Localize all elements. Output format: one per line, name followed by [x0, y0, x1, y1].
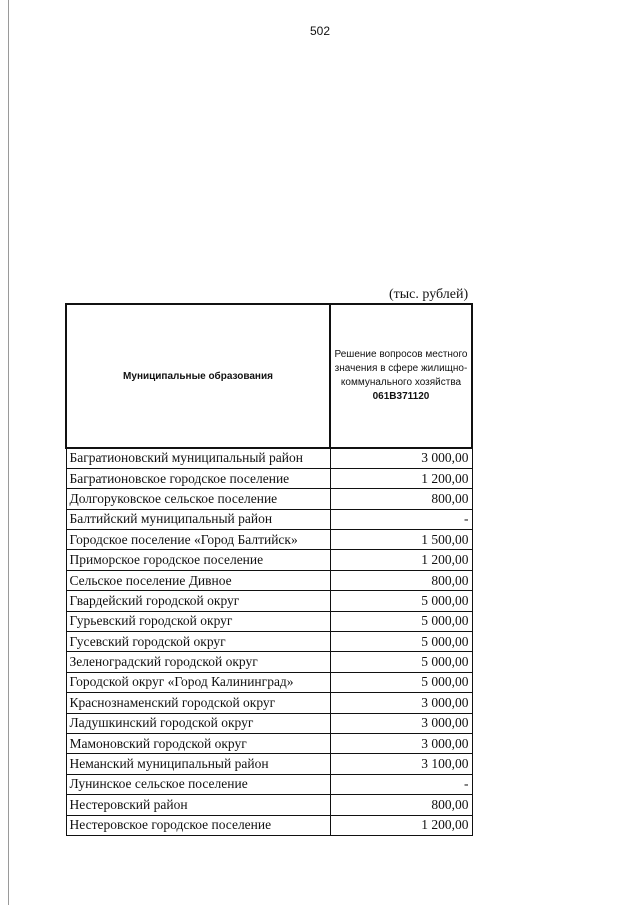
row-name: Нестеровский район [66, 795, 330, 815]
table-row [66, 693, 472, 713]
row-name: Балтийский муниципальный район [66, 509, 330, 529]
left-margin-rule [8, 0, 9, 905]
row-value: 5 000,00 [330, 652, 472, 672]
header-value-line1: Решение вопросов местного [334, 349, 468, 360]
row-value: - [330, 774, 472, 794]
row-value: 3 100,00 [330, 754, 472, 774]
row-value: 3 000,00 [330, 448, 472, 468]
header-name-cell [66, 304, 330, 448]
row-name: Сельское поселение Дивное [66, 570, 330, 590]
row-value: 800,00 [330, 570, 472, 590]
row-name: Багратионовское городское поселение [66, 468, 330, 488]
table-row [66, 591, 472, 611]
header-name: Муниципальные образования [123, 370, 273, 382]
row-name: Багратионовский муниципальный район [66, 448, 330, 468]
row-value: 1 200,00 [330, 468, 472, 488]
table-row [66, 774, 472, 794]
header-value-line3: коммунального хозяйства [340, 377, 462, 388]
row-value: 3 000,00 [330, 713, 472, 733]
row-name: Городской округ «Город Калининград» [66, 672, 330, 692]
table-row [66, 509, 472, 529]
row-name: Мамоновский городской округ [66, 733, 330, 753]
row-name: Приморское городское поселение [66, 550, 330, 570]
unit-note: (тыс. рублей) [389, 287, 469, 302]
table-row [66, 795, 472, 815]
table-row [66, 448, 472, 468]
row-value: 5 000,00 [330, 672, 472, 692]
table-row [66, 550, 472, 570]
row-value: - [330, 509, 472, 529]
table-row [66, 733, 472, 753]
row-value: 800,00 [330, 795, 472, 815]
row-name: Гусевский городской округ [66, 632, 330, 652]
row-name: Зеленоградский городской округ [66, 652, 330, 672]
table-row [66, 815, 472, 835]
row-name: Лунинское сельское поселение [66, 774, 330, 794]
row-value: 800,00 [330, 489, 472, 509]
row-value: 3 000,00 [330, 693, 472, 713]
page-number: 502 [309, 24, 331, 38]
table-row [66, 754, 472, 774]
table-row [66, 468, 472, 488]
row-name: Городское поселение «Город Балтийск» [66, 530, 330, 550]
row-name: Гурьевский городской округ [66, 611, 330, 631]
table-row [66, 713, 472, 733]
table-row [66, 489, 472, 509]
table-row [66, 672, 472, 692]
table-header-row [66, 304, 472, 448]
row-name: Неманский муниципальный район [66, 754, 330, 774]
row-name: Гвардейский городской округ [66, 591, 330, 611]
header-value-cell [330, 304, 472, 448]
row-value: 5 000,00 [330, 611, 472, 631]
header-value-title [334, 348, 468, 404]
row-value: 1 200,00 [330, 815, 472, 835]
row-name: Нестеровское городское поселение [66, 815, 330, 835]
row-value: 5 000,00 [330, 632, 472, 652]
row-name: Ладушкинский городской округ [66, 713, 330, 733]
row-value: 3 000,00 [330, 733, 472, 753]
table-row [66, 632, 472, 652]
row-name: Краснознаменский городской округ [66, 693, 330, 713]
table-row [66, 570, 472, 590]
table-row [66, 611, 472, 631]
budget-table [65, 303, 473, 836]
row-value: 1 200,00 [330, 550, 472, 570]
table-row [66, 652, 472, 672]
row-name: Долгоруковское сельское поселение [66, 489, 330, 509]
header-value-line2: значения в сфере жилищно- [334, 363, 468, 374]
table-row [66, 530, 472, 550]
row-value: 5 000,00 [330, 591, 472, 611]
row-value: 1 500,00 [330, 530, 472, 550]
header-value-code: 061В371120 [372, 391, 430, 402]
